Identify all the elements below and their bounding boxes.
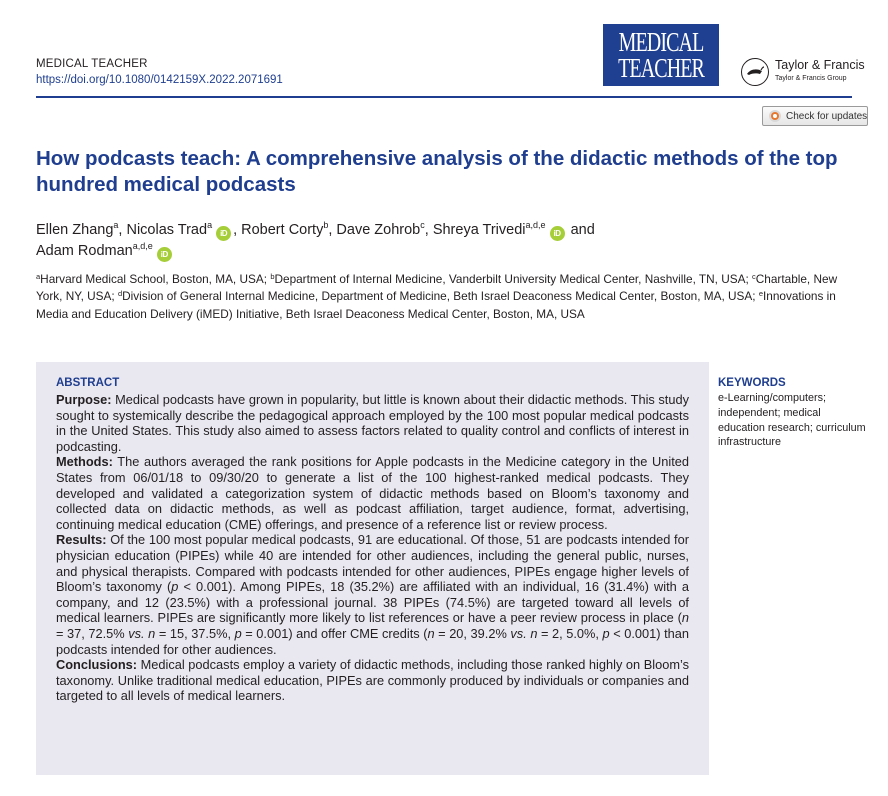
abstract-conclusions-text: Medical podcasts employ a variety of didactic methods, including those ranked highly on Bloom’s taxonomy. Unlike traditional medical education, PIPEs are commonly produced by individuals or companies and targeted to all levels of medical learners.	[56, 657, 689, 704]
author-affiliation-marker: a	[113, 220, 119, 230]
abstract-purpose-text: Medical podcasts have grown in popularity, but little is known about their didactic methods. This study sought to systemically describe the pedagogical approach employed by the 100 most popular medical podcasts in the United States. This study also aimed to assess factors related to quality control and conflicts of interest in podcasting.	[56, 392, 689, 454]
stat-symbol: n	[681, 610, 689, 626]
abstract-results-text: = 15, 37.5%,	[155, 625, 235, 641]
author-name: Dave Zohrob	[336, 222, 421, 238]
affiliation-text: Department of Internal Medicine, Vanderbilt University Medical Center, Nashville, TN, USA;	[274, 272, 749, 286]
abstract-results-label: Results:	[56, 532, 107, 548]
orcid-icon[interactable]: iD	[216, 226, 231, 241]
journal-logo-line1: MEDICAL	[618, 27, 704, 57]
stat-symbol: n	[427, 625, 435, 641]
publisher-lamp-icon	[741, 58, 769, 86]
author-list: Ellen Zhang$^a$, Nicolas Trad$^a$iD , Robert Corty$^b$, Dave Zohrob$^c$, Shreya Trivedi$^{a,d,e}$iD and Adam Rodman$^{a,d,e}$iD	[36, 220, 856, 262]
stat-symbol: vs.	[128, 625, 145, 641]
stat-symbol: p	[602, 625, 610, 641]
abstract-box	[36, 362, 709, 775]
orcid-icon[interactable]: iD	[157, 247, 172, 262]
header-divider	[36, 96, 852, 98]
check-for-updates-label: Check for updates	[786, 110, 868, 122]
publisher-name: Taylor & Francis	[775, 58, 865, 72]
affiliation-key: a	[36, 272, 41, 281]
affiliation-text: Harvard Medical School, Boston, MA, USA;	[40, 272, 268, 286]
stat-symbol: vs.	[510, 625, 527, 641]
affiliation-text: Innovations in Media and Education Delivery (iMED) Initiative, Beth Israel Deaconess Medical Center, Boston, MA, USA	[36, 289, 836, 321]
check-for-updates-button[interactable]	[762, 106, 868, 126]
abstract-results-text: = 20, 39.2%	[434, 625, 511, 641]
abstract-methods-label: Methods:	[56, 454, 113, 470]
author-name: Adam Rodman	[36, 243, 133, 259]
stat-symbol: n	[148, 625, 156, 641]
affiliations	[36, 271, 856, 323]
publisher-logo	[741, 56, 871, 90]
doi-link[interactable]: https://doi.org/10.1080/0142159X.2022.2071691	[36, 74, 283, 86]
abstract-conclusions	[56, 657, 689, 704]
author-name: Nicolas Trad	[126, 222, 208, 238]
author-name: Shreya Trivedi	[432, 222, 526, 238]
stat-symbol: n	[530, 625, 538, 641]
keywords-heading: KEYWORDS	[718, 377, 786, 389]
author-affiliation-marker: b	[323, 220, 329, 230]
keywords	[718, 376, 868, 450]
affiliation-key: c	[752, 272, 756, 281]
abstract-heading: ABSTRACT	[56, 377, 120, 389]
abstract-results-text: < 0.001). Among PIPEs, 18 (35.2%) are affiliated with an individual, 16 (31.4%) with a company, and 12 (23.5%) with a professional journal. 38 PIPEs (74.5%) are targeted toward all levels of medical learners. PIPEs are significantly more likely to list references or have a peer review process in place (	[56, 579, 690, 626]
publisher-group: Taylor & Francis Group	[775, 75, 847, 82]
abstract-methods	[56, 454, 689, 532]
orcid-icon[interactable]: iD	[550, 226, 565, 241]
journal-logo	[603, 24, 719, 86]
stat-symbol: p	[171, 579, 179, 595]
author-affiliation-marker: c	[420, 220, 425, 230]
author-name: Ellen Zhang	[36, 222, 114, 238]
paper-title: How podcasts teach: A comprehensive analysis of the didactic methods of the top hundred medical podcasts	[36, 147, 838, 196]
abstract-results-text: = 37, 72.5%	[56, 625, 129, 641]
crossmark-icon	[769, 110, 781, 122]
author-affiliation-marker: a	[207, 220, 213, 230]
affiliation-key: e	[758, 289, 763, 299]
abstract-results-text: < 0.001) than podcasts intended for other audiences.	[56, 625, 689, 657]
author-affiliation-marker: a,d,e	[525, 220, 546, 230]
abstract-results	[56, 532, 689, 657]
author-name: Robert Corty	[241, 222, 324, 238]
affiliation-key: d	[117, 289, 123, 299]
affiliation-text: Division of General Internal Medicine, Department of Medicine, Beth Israel Deaconess Medical Center, Boston, MA, USA;	[122, 289, 756, 304]
abstract-methods-text: The authors averaged the rank positions for Apple podcasts in the Medicine category in the United States from 06/01/18 to 09/30/20 to generate a list of the 100 highest-ranked medical podcasts. They developed and validated a categorization system of didactic methods based on Bloom’s taxonomy and collected data on didactic methods, as well as podcast affiliation, target audience, format, advertising, continuing medical education (CME) offerings, and presence of a reference list or review process.	[56, 454, 690, 532]
abstract-results-text: = 2, 5.0%,	[537, 625, 603, 641]
author-conjunction: and	[570, 222, 595, 238]
stat-symbol: p	[234, 625, 242, 641]
journal-name: MEDICAL TEACHER	[36, 58, 148, 70]
abstract-purpose-label: Purpose:	[56, 392, 112, 407]
keywords-list: e-Learning/computers; independent; medical education research; curriculum infrastructure	[718, 392, 866, 449]
author-affiliation-marker: a,d,e	[132, 241, 153, 251]
affiliation-text: Chartable, New York, NY, USA;	[36, 272, 838, 304]
abstract-purpose	[56, 392, 689, 454]
abstract-conclusions-label: Conclusions:	[56, 657, 138, 673]
affiliation-key: b	[270, 272, 275, 281]
abstract-results-text: Of the 100 most popular medical podcasts, 91 are educational. Of those, 51 are podcasts intended for physician education (PIPEs) while 40 are intended for other audiences, including the general public, nurses, and physical therapists. Compared with podcasts intended for other audiences, PIPEs engage higher levels of Bloom’s taxonomy (	[56, 532, 689, 595]
abstract-results-text: = 0.001) and offer CME credits (	[241, 625, 428, 641]
journal-logo-line2: TEACHER	[618, 53, 704, 83]
